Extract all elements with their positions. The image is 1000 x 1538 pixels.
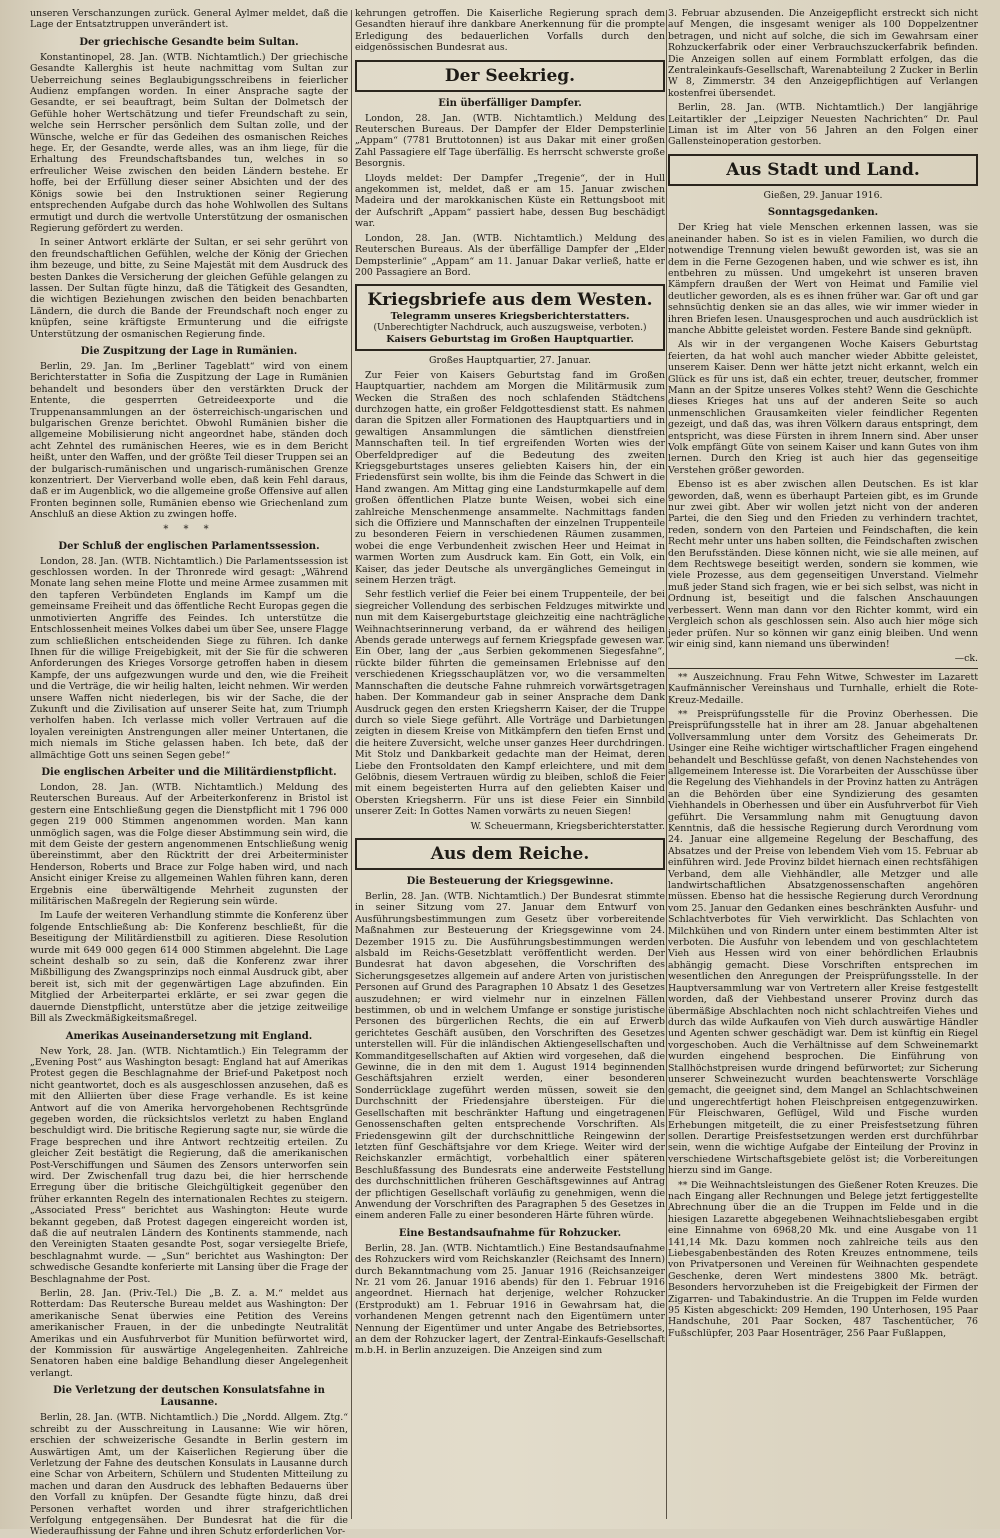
headline: Der griechische Gesandte beim Sultan.: [79, 36, 299, 48]
headline: Der Schluß der englischen Parlamentssession.: [58, 540, 320, 552]
paragraph: Sehr festlich verlief die Feier bei einem Truppenteile, der bei siegreicher Vollendung des serbischen Feldzuges mitwirkte und nun mit dem Kaisergeburtstage gleichzeitig eine nachträgliche Weihnachtserinnerung verband, da er während des heiligen Abends gerade unterwegs auf fernem Kriegspfade gewesen war. Ein Ober, lang der „aus Serbien gekommenen Siegesfahne“, rückte bilder führten die gemeinsamen Erlebnisse auf den verschiedenen Kriegsschauplätzen vor, wo die versammelten Mannschaften die deutsche Fahne ruhmreich vorwärtsgetragen haben. Der Kommandeur gab in seiner Ansprache dem Dank Ausdruck gegen den ersten Kriegsherrn Kaiser, der die Truppe durch so viele Siege geführt. Alle Vorträge und Darbietungen zeigten in diesem Kreise von Mitkämpfern den tiefen Ernst und die heitere Zuversicht, welche unser ganzes Heer durchdringen. Mit Stolz und Dankbarkeit gedachte man der Heimat, deren Liebe den Frontsoldaten den Kampf erleichtere, und mit dem Gelöbnis, diesem Vertrauen würdig zu bleiben, schloß die Feier mit einem begeisterten Hurra auf den geliebten Kaiser und Obersten Kriegsherrn. Für uns ist diese Feier ein Sinnbild unserer Zeit: In Gottes Namen vorwärts zu neuen Siegen!: [355, 589, 665, 818]
section-box-stadt: [668, 154, 978, 186]
section-note: (Unberechtigter Nachdruck, auch auszugsweise, verboten.): [373, 323, 647, 334]
column-3: [668, 8, 978, 1521]
section-subtitle: Telegramm unseres Kriegsberichterstatters.: [390, 311, 630, 323]
paragraph: Berlin, 28. Jan. (WTB. Nichtamtlich.) Der langjährige Leitartikler der „Leipziger Neuesten Nachrichten“ Dr. Paul Liman ist im Alter von 56 Jahren an den Folgen einer Gallensteinoperation gestorben.: [668, 102, 978, 148]
paragraph: London, 28. Jan. (WTB. Nichtamtlich.) Die Parlamentssession ist geschlossen worden. In der Thronrede wird gesagt: „Während Monate lang sehen meine Flotte und meine Armee zusammen mit den tapferen Verbündeten Englands im Kampf um die gemeinsame Freiheit und das öffentliche Recht Europas gegen die unmotivierten Angriffe des Feindes. Ich unterstütze die Entschlossenheit meines Volkes dabei um über See, unsere Flagge zum schließlichen entscheidenden Siege zu führen. Ich danke Ihnen für die willige Freigebigkeit, mit der Sie für die schweren Anforderungen des Krieges Vorsorge getroffen haben in diesem Kampfe, der uns aufgezwungen wurde und den, wie die Freiheit und die Verträge, die wir heilig halten, leicht nehmen. Wir werden unsere Waffen nicht niederlegen, bis wir der Sache, die der Zukunft und die Zivilisation auf unserer Seite hat, zum Triumph verholfen haben. Ich verlasse mich voller Vertrauen auf die loyalen vereinigten Anstrengungen aller meiner Untertanen, die mich niemals im Stiche gelassen haben. Ich bete, daß der allmächtige Gott uns seinen Segen gebe!“: [30, 555, 348, 761]
headline: Amerikas Auseinandersetzung mit England.: [65, 1030, 313, 1042]
dateline: Großes Hauptquartier, 27. Januar.: [429, 355, 591, 367]
column-rule: [666, 10, 667, 1519]
signature: —ck.: [954, 653, 978, 665]
headline: Ein überfälliger Dampfer.: [438, 97, 582, 109]
section-title: Kriegsbriefe aus dem Westen.: [367, 290, 653, 311]
paragraph: ** Die Weihnachtsleistungen des Gießener Roten Kreuzes. Die nach Eingang aller Rechnungen und Belege jetzt fertiggestellte Abrechnung über die an die Truppen im Felde und in die hiesigen Lazarette abgegebenen Weihnachtsliebesgaben ergibt eine Einnahme von 6968,20 Mk. und eine Ausgabe von 11 141,14 Mk. Dazu kommen noch zahlreiche teils aus den Liebesgabenbeständen des Roten Kreuzes entnommene, teils von Privatpersonen und Vereinen für Weihnachten gespendete Geschenke, deren Wert mindestens 3800 Mk. beträgt. Besonders hervorzuheben ist die Freigebigkeit der Firmen der Zigarren- und Tabakindustrie. An die Truppen im Felde wurden 95 Kisten abgeschickt: 209 Hemden, 190 Unterhosen, 195 Paar Handschuhe, 201 Paar Socken, 487 Taschentücher, 76 Fußschlüpfer, 203 Paar Hosenträger, 256 Paar Fußlappen,: [668, 1179, 978, 1339]
paragraph: Als wir in der vergangenen Woche Kaisers Geburtstag feierten, da hat wohl auch mancher wieder Abbitte geleistet, unserem Kaiser. Denn wer hätte jetzt nicht erkannt, welch ein Glück es für uns ist, daß ein echter, treuer, deutscher, frommer Mann an der Spitze unseres Volkes steht? Wenn die Geschichte dieses Krieges hat uns auf der anderen Seite so auch unmenschlichen Grausamkeiten vieler feindlicher Regenten gezeigt, und daß das, was ihren Völkern daraus entspringt, dem entspricht, was diese Fürsten in ihrem Innern sind. Aber unser Volk empfängt Güte von seinem Kaiser und kann Gutes von ihm lernen. Durch den Krieg ist auch hier das gegenseitige Verstehen größer geworden.: [668, 339, 978, 476]
paragraph: In seiner Antwort erklärte der Sultan, er sei sehr gerührt von den freundschaftlichen Gefühlen, welche der König der Griechen ihm bezeuge, und bitte, zu Seine Majestät mit dem Ausdruck des besten Dankes die Versicherung der gleichen Gefühle gelangen zu lassen. Der Sultan fügte hinzu, daß die Tätigkeit des Gesandten, die wichtigen Beziehungen zwischen den beiden benachbarten Ländern, die durch die Bande der Freundschaft noch enger zu knüpfen, seine kräftigste Ermunterung und die eifrigste Unterstützung der osmanischen Regierung finde.: [30, 237, 348, 340]
headline: Sonntagsgedanken.: [767, 207, 879, 219]
section-title: Der Seekrieg.: [444, 65, 576, 86]
paragraph: unseren Verschanzungen zurück. General Aylmer meldet, daß die Lage der Entsatztruppen unverändert ist.: [30, 8, 348, 31]
paragraph: kehrungen getroffen. Die Kaiserliche Regierung sprach dem Gesandten hierauf ihre dankbare Anerkennung für die prompte Erledigung des bedauerlichen Vorfalls durch den eidgenössischen Bundesrat aus.: [355, 8, 665, 54]
paragraph: London, 28. Jan. (WTB. Nichtamtlich.) Meldung des Reuterschen Bureaus. Als der überfällige Dampfer der „Elder Dempsterlinie“ „Appam“ am 11. Januar Dakar verließ, hatte er 200 Passagiere an Bord.: [355, 232, 665, 278]
section-box-reich: [355, 838, 665, 870]
paragraph: New York, 28. Jan. (WTB. Nichtamtlich.) Ein Telegramm der „Evening Post“ aus Washington besagt: England hat auf Amerikas Protest gegen die Beschlagnahme der Brief-und Paketpost noch nicht geantwortet, doch es als ausgeschlossen anzusehen, daß es mit den Alliierten über diese Frage verhandle. Es ist keine Antwort auf die von Amerika hervorgehobenen Rechtsgründe gegeben worden, die rücksichtslos verletzt zu haben England beschuldigt wird. Die britische Regierung sagte nur, sie würde die Frage besprechen und ihre Antwort rechtzeitig erteilen. Zu gleicher Zeit bestätigt die Regierung, daß die amerikanischen Post-Verschiffungen und Säumen des Zensors unterworfen sein wird. Der Zwischenfall trug dazu bei, die hier herrschende Erregung über die britische Gleichgültigkeit gegenüber den früher erkannten Regeln des internationalen Rechtes zu steigern. „Associated Press“ berichtet aus Washington: Heute wurde bekannt gegeben, daß Protest dagegen eingereicht worden ist, daß die auf neutralen Ländern des Kontinents stammende, nach den Vereinigten Staaten gesandte Post, sogar versiegelte Briefe, beschlagnahmt wurde. — „Sun“ berichtet aus Washington: Der schwedische Gesandte konferierte mit Lansing über die Frage der Beschlagnahme der Post.: [30, 1045, 348, 1285]
paragraph: ** Preisprüfungsstelle für die Provinz Oberhessen. Die Preisprüfungsstelle hat in ihrer am 28. Januar abgehaltenen Vollversammlung unter dem Vorsitz des Geheimerats Dr. Usinger eine Reihe wichtiger wirtschaftlicher Fragen eingehend behandelt und Beschlüsse gefaßt, von denen Nachstehendes von allgemeinem Interesse ist. Die Vorarbeiten der Ausschüsse über die Regelung des Viehhandels in der Provinz hatten zu Anträgen an die Behörden über eine Syndizierung des gesamten Viehhandels in Oberhessen und über ein Ausfuhrverbot für Vieh geführt. Die Versammlung nahm mit Genugtuung davon Kenntnis, daß die hessische Regierung durch Verordnung vom 24. Januar eine allgemeine Regelung der Beschaffung, des Absatzes und der Preise von lebendem Vieh vom 15. Februar ab einführen wird. Jede Provinz bildet hiernach einen rechtsfähigen Verband, dem alle Viehhändler, alle Metzger und alle landwirtschaftlichen Absatzgenossenschaften angehören müssen. Ebenso hat die hessische Regierung durch Verordnung vom 25. Januar den Gedanken eines beschränkten Ausfuhr- und Schlachtverbotes für Vieh verwirklicht. Das Schlachten von Milchkühen und von Rindern unter einem bestimmten Alter ist verboten. Die Ausfuhr von lebendem und von geschlachtetem Vieh aus Hessen wird von einer behördlichen Erlaubnis abhängig gemacht. Diese Vorschriften entsprechen im wesentlichen den Anregungen der Preisprüfungsstelle. In der Hauptversammlung war von Vertretern aller Kreise festgestellt worden, daß der Viehbestand unserer Provinz durch das übermäßige Abschlachten noch nicht schlachtreifen Viehes und durch das wilde Aufkaufen von Vieh durch auswärtige Händler und Agenten schwer geschädigt war. Dem ist künftig ein Riegel vorgeschoben. Auch die Verhältnisse auf dem Schweinemarkt wurden eingehend besprochen. Die Einführung von Stallhöchstpreisen wurde dringend befürwortet; zur Sicherung unserer Schweinezucht wurden beachtenswerte Vorschläge gemacht, die geeignet sind, dem Mangel an Schlachtschweinen und ungerechtfertigt hohen Fleischpreisen entgegenzuwirken. Für Fleischwaren, Geflügel, Wild und Fische wurden Erhebungen mitgeteilt, die zu einer Preisfestsetzung führen sollen. Derartige Preisfestsetzungen werden erst durchführbar sein, wenn die wichtige Aufgabe der Einteilung der Provinz in verschiedene Wirtschaftsgebiete gelöst ist; die Vorbereitungen hierzu sind im Gange.: [668, 708, 978, 1177]
dateline: Gießen, 29. Januar 1916.: [763, 189, 883, 201]
section-title: Aus dem Reiche.: [430, 843, 590, 864]
paragraph: Berlin, 28. Jan. (WTB. Nichtamtlich.) Die „Nordd. Allgem. Ztg.“ schreibt zu der Ausschreitung in Lausanne: Wie wir hören, erschien der schweizerische Gesandte in Berlin gestern im Auswärtigen Amt, um der Kaiserlichen Regierung über die Verletzung der Fahne des deutschen Konsulats in Lausanne durch eine Schar von Arbeitern, Schülern und Studenten Mitteilung zu machen und daran den Ausdruck des lebhaften Bedauerns über den Vorfall zu knüpfen. Der Gesandte fügte hinzu, daß drei Personen verhaftet worden und ihrer strafgerichtlichen Verfolgung entgegensähen. Der Bundesrat hat die für die Wiederaufhissung der Fahne und ihren Schutz erforderlichen Vor-: [30, 1412, 348, 1538]
paragraph: 3. Februar abzusenden. Die Anzeigepflicht erstreckt sich nicht auf Mengen, die insgesamt weniger als 100 Doppelzentner betragen, und nicht auf solche, die sich im Gewahrsam einer Rohzuckerfabrik oder einer Verbrauchszuckerfabrik befinden. Die Anzeigen sollen auf einem Formblatt erfolgen, das die Zentraleinkaufs-Gesellschaft, Warenabteilung 2 Zucker in Berlin W 8, Zimmerstr. 34 den Anzeigepflichtigen auf Verlangen kostenfrei übersendet.: [668, 8, 978, 99]
separator: * * *: [163, 523, 215, 535]
headline: Die englischen Arbeiter und die Militärdienstpflicht.: [41, 766, 337, 778]
paragraph: London, 28. Jan. (WTB. Nichtamtlich.) Meldung des Reuterschen Bureaus. Auf der Arbeiterkonferenz in Bristol ist gestern eine Entschließung gegen die Dienstpflicht mit 1 796 000 gegen 219 000 Stimmen angenommen worden. Man kann unmöglich sagen, was die Folge dieser Abstimmung sein wird, die mit dem Geiste der gestern angenommenen Entschließung wenig übereinstimmt, aber den Rücktritt der drei Arbeiterminister Henderson, Roberts und Brace zur Folge haben wird, und nach Ansicht einiger Kreise zu allgemeinen Wahlen führen kann, deren Ergebnis eine überwältigende Mehrheit zugunsten der militärischen Maßregeln der Regierung sein würde.: [30, 781, 348, 908]
paragraph: Berlin, 28. Jan. (Priv.-Tel.) Die „B. Z. a. M.“ meldet aus Rotterdam: Das Reutersche Bureau meldet aus Washington: Der amerikanische Senat überwies eine Petition des Vereins amerikanischer Frauen, in der die unbedingte Neutralität Amerikas und ein Ausfuhrverbot für Munition befürwortet wird, der Kommission für auswärtige Angelegenheiten. Zahlreiche Senatoren haben eine baldige Behandlung dieser Angelegenheit verlangt.: [30, 1288, 348, 1379]
paragraph: Der Krieg hat viele Menschen erkennen lassen, was sie aneinander haben. So ist es in vielen Familien, wo durch die notwendige Trennung vielen bewußt geworden ist, was sie an dem in die Ferne Gezogenen haben, und wie schwer es ist, ihn entbehren zu müssen. Und umgekehrt ist unseren braven Kämpfern draußen der Wert von Heimat und Familie viel deutlicher geworden, als es es ihnen früher war. Gar oft und gar sehnsüchtig denken sie an das alles, wie wir immer wieder in ihren Briefen lesen. Unausgesprochen und auch ausdrücklich ist manche Abbitte geleistet worden. Festere Bande sind geknüpft.: [668, 222, 978, 336]
paragraph: London, 28. Jan. (WTB. Nichtamtlich.) Meldung des Reuterschen Bureaus. Der Dampfer der Elder Dempsterlinie „Appam“ (7781 Bruttotonnen) ist aus Dakar mit einer großen Zahl Passagiere elf Tage überfällig. Es herrscht schwerste große Besorgnis.: [355, 112, 665, 170]
divider: [668, 668, 978, 669]
paragraph: Konstantinopel, 28. Jan. (WTB. Nichtamtlich.) Der griechische Gesandte Kallerghis ist heute nachmittag vom Sultan zur Ueberreichung seines Beglaubigungsschreibens in feierlicher Audienz empfangen worden. In einer Ansprache sagte der Gesandte, er sei beauftragt, beim Sultan der Dolmetsch der Gefühle hoher Wertschätzung und tiefer Freundschaft zu sein, welche sein Herrscher persönlich dem Sultan zolle, und der Wünsche, welche er für das Gedeihen des osmanischen Reiches hege. Er, der Gesandte, werde alles, was an ihm liege, für die Erhaltung des Freundschaftsbandes tun, welches in so erfreulicher Weise zwischen den beiden Ländern bestehe. Er hoffe, bei der Erfüllung dieser seiner Absichten und der des Königs sowie bei den Instruktionen seiner Regierung entsprechenden Aufgabe durch das hohe Wohlwollen des Sultans ermutigt und durch die wertvolle Unterstützung der osmanischen Regierung gefördert zu werden.: [30, 51, 348, 234]
section-subtitle-2: Kaisers Geburtstag im Großen Hauptquartier.: [386, 334, 634, 346]
paragraph: Berlin, 29. Jan. Im „Berliner Tageblatt“ wird von einem Berichterstatter in Sofia die Zuspitzung der Lage in Rumänien behandelt und besonders über den verstärkten Druck der Entente, die gesperrten Getreideexporte und die Truppenansammlungen an der österreichisch-ungarischen und bulgarischen Grenze berichtet. Obwohl Rumänien bisher die allgemeine Mobilisierung nicht angeordnet habe, ständen doch acht Zehntel des rumänischen Heeres, wie es in dem Bericht heißt, unter den Waffen, und der größte Teil dieser Truppen sei an der bulgarisch-rumänischen und ungarisch-rumänischen Grenze konzentriert. Der Vierverband wolle eben, daß kein Fehl daraus, daß er im Augenblick, wo die allgemeine große Offensive auf allen Fronten beginnen solle, Rumänien ebenso wie Griechenland zum Anschluß an diese Aktion zu zwingen hoffe.: [30, 360, 348, 521]
headline: Die Zuspitzung der Lage in Rumänien.: [80, 345, 298, 357]
paragraph: Ebenso ist es aber zwischen allen Deutschen. Es ist klar geworden, daß, wenn es überhaupt Parteien gibt, es im Grunde nur zwei gibt. Aber wir wollen jetzt nicht von der anderen Partei, die den Sieg und den Frieden zu verhindern trachtet, reden, sondern von den Parteien und Feindschaften, die kein Recht mehr unter uns haben sollten, die Feindschaften zwischen den Berufsständen. Diese können nicht, wie sie alle meinen, auf dem Rechtswege beseitigt werden, sondern sie kommen, wie viele Prozesse, aus dem gegenseitigen Unverstand. Vielmehr muß jeder Stand sich fragen, wie er bei sich selbst, was nicht in Ordnung ist, beseitigt und die falschen Anschauungen verbessert. Wenn man dann vor den Richter kommt, wird ein Vergleich schon als geschlossen sein. Also auch hier möge sich jeder prüfen. Nur so können wir ganz einig bleiben. Und wenn wir einig sind, kann niemand uns überwinden!: [668, 479, 978, 650]
headline: Die Verletzung der deutschen Konsulatsfahne in Lausanne.: [53, 1385, 325, 1409]
headline: Die Besteuerung der Kriegsgewinne.: [406, 875, 614, 887]
headline: Eine Bestandsaufnahme für Rohzucker.: [398, 1227, 622, 1239]
column-rule: [351, 10, 352, 1519]
column-1: [30, 8, 348, 1538]
paragraph: ** Auszeichnung. Frau Fehn Witwe, Schwester im Lazarett Kaufmännischer Vereinshaus und Turnhalle, erhielt die Rote-Kreuz-Medaille.: [668, 671, 978, 706]
paragraph: Berlin, 28. Jan. (WTB. Nichtamtlich.) Eine Bestandsaufnahme des Rohzuckers wird vom Reichskanzler (Reichsamt des Innern) durch Bekanntmachung vom 25. Januar 1916 (Reichsanzeiger Nr. 21 vom 26. Januar 1916 abends) für den 1. Februar 1916 angeordnet. Hiernach hat derjenige, welcher Rohzucker (Erstprodukt) am 1. Februar 1916 in Gewahrsam hat, die vorhandenen Mengen getrennt nach den Eigentümern unter Nennung der Eigentümer und unter Angabe des Betriebsortes, an dem der Rohzucker lagert, der Zentral-Einkaufs-Gesellschaft m.b.H. in Berlin anzuzeigen. Die Anzeigen sind zum: [355, 1242, 665, 1357]
paragraph: Berlin, 28. Jan. (WTB. Nichtamtlich.) Der Bundesrat stimmte in seiner Sitzung vom 27. Januar dem Entwurf von Ausführungsbestimmungen zum Gesetz über vorbereitende Maßnahmen zur Besteuerung der Kriegsgewinne vom 24. Dezember 1915 zu. Die Ausführungsbestimmungen werden alsbald im Reichs-Gesetzblatt veröffentlicht werden. Der Bundesrat hat davon abgesehen, die Vorschriften des Sicherungsgesetzes allgemein auf andere Arten von juristischen Personen auf Grund des Paragraphen 10 Absatz 1 des Gesetzes auszudehnen; er wird vielmehr nur in einzelnen Fällen bestimmen, ob und in welchem Umfange er sonstige juristische Personen des bürgerlichen Rechts, die ein auf Erwerb gerichtetes Geschäft ausüben, den Vorschriften des Gesetzes unterstellen will. Für die inländischen Aktiengesellschaften und Kommanditgesellschaften auf Aktien wird vorgesehen, daß die Gewinne, die in den mit dem 1. August 1914 beginnenden Geschäftsjahren erzielt werden, einer besonderen Sonderrücklage zugeführt werden müssen, soweit sie den Durchschnitt der Friedensjahre übersteigen. Für die Gesellschaften mit beschränkter Haftung und eingetragenen Genossenschaften gelten entsprechende Vorschriften. Als Friedensgewinn gilt der durchschnittliche Reingewinn der letzten fünf Geschäftsjahre vor dem Kriege. Weiter wird der Reichskanzler ermächtigt, vorbehaltlich einer späteren Beschlußfassung des Bundesrats eine anderweite Feststellung des durchschnittlichen früheren Geschäftsgewinnes auf Antrag der pflichtigen Gesellschaft vorläufig zu genehmigen, wenn die Anwendung der Vorschriften des Paragraphen 5 des Gesetzes in einem anderen Falle zu einer besonderen Härte führen würde.: [355, 890, 665, 1222]
section-box-seekrieg: [355, 60, 665, 92]
section-title: Aus Stadt und Land.: [726, 159, 920, 180]
column-2: [355, 8, 665, 1521]
section-box-westen: [355, 284, 665, 351]
paragraph: Lloyds meldet: Der Dampfer „Tregenie“, der in Hull angekommen ist, meldet, daß er am 15. Januar zwischen Madeira und der marokkanischen Küste ein Rettungsboot mit der Aufschrift „Appam“ passiert habe, dessen Bug beschädigt war.: [355, 172, 665, 230]
signature: W. Scheuermann, Kriegsberichterstatter.: [470, 820, 665, 832]
paragraph: Zur Feier von Kaisers Geburtstag fand im Großen Hauptquartier, nachdem am Morgen die Militärmusik zum Wecken die Straßen des noch schlafenden Städtchens durchzogen hatte, ein großer Feldgottesdienst statt. Es nahmen daran die Spitzen aller Formationen des Hauptquartiers und in gewaltigen Ansammlungen die sämtlichen dienstfreien Mannschaften teil. In tief ergreifenden Worten wies der Oberfeldprediger auf die Bedeutung des zweiten Kriegsgeburtstages unseres geliebten Kaisers hin, der ein Friedensfürst sein wollte, bis ihm die Feinde das Schwert in die Hand zwangen. Am Mittag ging eine Landsturmkapelle auf dem großen öffentlichen Platze bunte Weisen, wobei sich eine zahlreiche Menschenmenge ansammelte. Nachmittags fanden sich die Offiziere und Mannschaften der einzelnen Truppenteile zu besonderen Feiern in verschiedenen Räumen zusammen, wobei die enge Verbundenheit zwischen Heer und Heimat in warmen Worten zum Ausdruck kam. Ein Gott, ein Volk, ein Kaiser, das jeder Deutsche als unvergängliches Gemeingut in seinem Herzen trägt.: [355, 369, 665, 587]
paragraph: Im Laufe der weiteren Verhandlung stimmte die Konferenz über folgende Entschließung ab: Die Konferenz beschließt, für die Beseitigung der Militärdienstbill zu agitieren. Diese Resolution wurde mit 649 000 gegen 614 000 Stimmen abgelehnt. Die Lage scheint deshalb so zu sein, daß die Konferenz zwar ihrer Mißbilligung des Zwangsprinzips noch einmal Ausdruck gibt, aber bereit ist, sich mit der gegenwärtigen Lage abzufinden. Ein Mitglied der Arbeiterpartei erklärte, er sei zwar gegen die dauernde Dienstpflicht, unterstütze aber die jetzige zeitweilige Bill als Zweckmäßigkeitsmaßregel.: [30, 910, 348, 1025]
